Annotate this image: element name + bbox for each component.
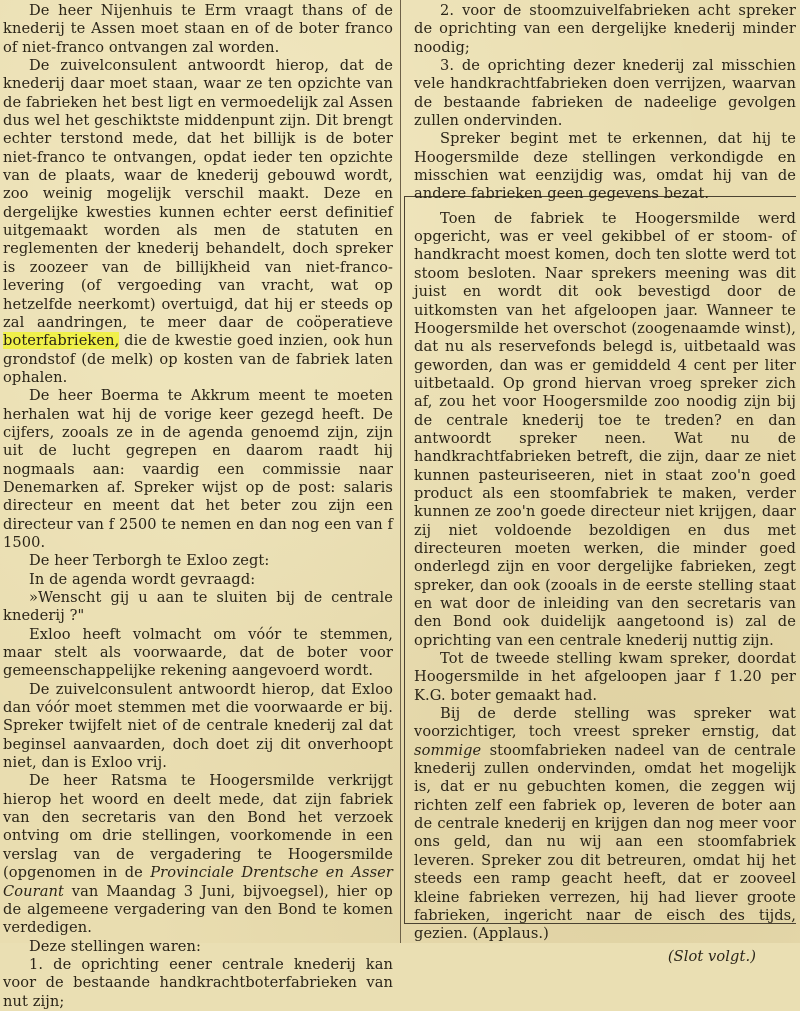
continuation-note: (Slot volgt.) [667, 947, 756, 965]
paragraph [414, 705, 796, 943]
paragraph: Deze stellingen waren: [29, 937, 202, 955]
paragraph [3, 772, 393, 937]
paragraph: »Wenscht gij u aan te sluiten bij de centrale knederij ?" [3, 589, 393, 625]
paragraph [3, 57, 393, 387]
paragraph: De heer Boerma te Akkrum meent te moeten herhalen wat hij de vorige keer gezegd heeft. De cijfers, zooals ze in de agenda genoemd zijn, zijn uit de lucht gegrepen en daarom raadt hij nogmaals aan: vaardig een commissie naar Denemarken af. Spreker wijst op de post: salaris directeur en meent dat het beter zou zijn een directeur van f 2500 te nemen en dan nog een van f 1500. [3, 387, 393, 551]
paragraph: In de agenda wordt gevraagd: [29, 570, 256, 588]
paragraph: 2. voor de stoomzuivelfabrieken acht spreker de oprichting van een dergelijke knederij minder noodig; [414, 2, 796, 56]
paragraph: De heer Nijenhuis te Erm vraagt thans of de knederij te Assen moet staan en of de boter franco of niet-franco ontvangen zal worden. [3, 2, 393, 56]
text-run: Bij de derde stelling was spreker wat voorzichtiger, toch vreest spreker ernstig, dat [414, 705, 796, 741]
highlighted-word: boterfabrieken, [3, 332, 120, 350]
paragraph: Tot de tweede stelling kwam spreker, doordat Hoogersmilde in het afgeloopen jaar f 1.20 per K.G. boter gemaakt had. [414, 650, 796, 704]
paragraph: De zuivelconsulent antwoordt hierop, dat Exloo dan vóór moet stemmen met die voorwaarde er bij. Spreker twijfelt niet of de centrale knederij zal dat beginsel aanvaarden, doch doet zij dit onverhoopt niet, dan is Exloo vrij. [3, 680, 393, 772]
paragraph: 1. de oprichting eener centrale knederij kan voor de bestaande handkrachtboterfabrieken van nut zijn; [3, 955, 393, 1010]
text-run: stoomfabrieken nadeel van de centrale knederij zullen ondervinden, omdat het mogelijk is, dat er nu gebuchten komen, die zeggen wij richten zelf een fabriek op, leveren de boter aan de centrale knederij en krijgen dan nog meer voor ons geld, dan nu wij aan een stoomfabriek leveren. Spreker zou dit betreuren, omdat hij het steeds een ramp geacht heeft, dat er zooveel kleine fabrieken verrezen, hij had liever groote fabrieken, ingericht naar de eisch des tijds, gezien. (Applaus.) [414, 741, 796, 943]
text-run: De heer Ratsma te Hoogersmilde verkrijgt hierop het woord en deelt mede, dat zijn fabriek van den secretaris van den Bond het verzoek ontving om drie stellingen, voorkomende in een verslag van de vergadering te Hoogersmilde (opgenomen in de [3, 772, 393, 882]
text-run: die de kwestie goed inzien, ook hun grondstof (de melk) op kosten van de fabriek laten ophalen. [3, 332, 393, 386]
newspaper-title: Provinciale Drentsche en Asser Courant [3, 864, 393, 900]
paragraph: De heer Terborgh te Exloo zegt: [29, 552, 270, 570]
text-run: van Maandag 3 Juni, bijvoegsel), hier op de algemeene vergadering van den Bond te komen verdedigen. [3, 882, 393, 937]
paragraph: Toen de fabriek te Hoogersmilde werd opgericht, was er veel gekibbel of er stoom- of handkracht moest komen, doch ten slotte werd tot stoom besloten. Naar sprekers meening was dit juist en wordt dit ook bevestigd door de uitkomsten van het afgeloopen jaar. Wanneer te Hoogersmilde het overschot (zoogenaamde winst), dat nu als reservefonds belegd is, uitbetaald was geworden, dan was er gemiddeld 4 cent per liter uitbetaald. Op grond hiervan vroeg spreker zich af, zou het voor Hoogersmilde zoo noodig zijn bij de centrale knederij toe te treden? en dan antwoordt spreker neen. Wat nu de handkrachtfabrieken betreft, die zijn, daar ze niet kunnen pasteuriseeren, niet in staat zoo'n goed product als een stoomfabriek te maken, verder kunnen ze zoo'n goede directeur niet krijgen, daar zij niet voldoende bezoldigen en dus met directeuren moeten werken, die minder goed onderlegd zijn en voor dergelijke fabrieken, zegt spreker, dan ook (zooals in de eerste stelling staat en wat door de inleiding van den secretaris van den Bond ook duidelijk aangetoond is) zal de oprichting van een centrale knederij nuttig zijn. [414, 209, 796, 649]
text-run: De zuivelconsulent antwoordt hierop, dat de knederij daar moet staan, waar ze ten opzichte van de fabrieken het best ligt en vermoedelijk zal Assen dus wel het geschiktste middenpunt zijn. Dit brengt echter terstond mede, dat het billijk is de boter niet-franco te ontvangen, opdat ieder ten opzichte van de plaats, waar de knederij gebouwd wordt, zoo weinig mogelijk verschil maakt. Deze en dergelijke kwesties kunnen echter eerst definitief uitgemaakt worden als men de statuten en reglementen der knederij behandelt, doch spreker is zoozeer van de billijkheid van niet-franco-levering (of vergoeding van vracht, wat op hetzelfde neerkomt) overtuigd, dat hij er steeds op zal aandringen, te meer daar de coöperatieve [3, 57, 393, 331]
emphasis-word: sommige [414, 741, 482, 759]
paragraph: 3. de oprichting dezer knederij zal misschien vele handkrachtfabrieken doen verrijzen, waarvan de bestaande fabrieken de nadeelige gevolgen zullen ondervinden. [414, 57, 796, 130]
box-left-rule [404, 196, 405, 923]
left-column [3, 2, 393, 1010]
column-divider [400, 0, 401, 943]
paragraph: Spreker begint met te erkennen, dat hij te Hoogersmilde deze stellingen verkondigde en misschien wat eenzijdig was, omdat hij van de andere fabrieken geen gegevens bezat. [414, 130, 796, 203]
right-column [414, 2, 796, 965]
paragraph: Exloo heeft volmacht om vóór te stemmen, maar stelt als voorwaarde, dat de boter voor gemeenschappelijke rekening aangevoerd wordt. [3, 625, 393, 680]
